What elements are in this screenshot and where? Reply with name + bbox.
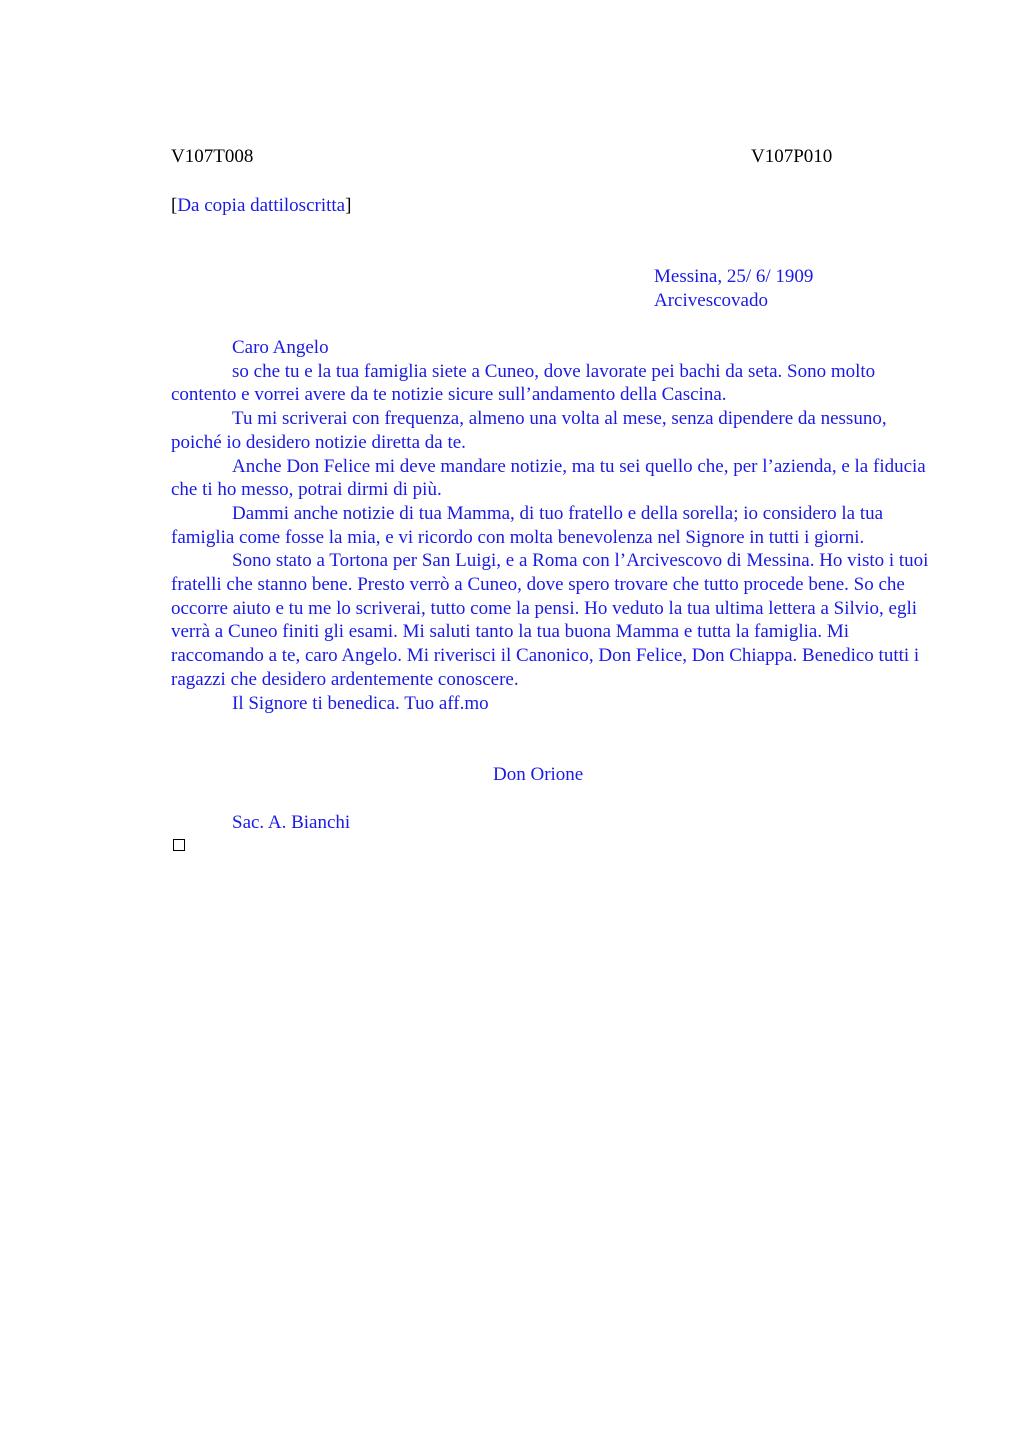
source-note-open-bracket: [ <box>171 195 178 216</box>
letter-paragraph: Anche Don Felice mi deve mandare notizie, ma tu sei quello che, per l’azienda, e la fiducia che ti ho messo, potrai dirmi di più. <box>171 455 926 501</box>
cosigner: Sac. A. Bianchi <box>232 812 351 833</box>
document-code-left: V107T008 <box>171 146 254 167</box>
dateline-place-date: Messina, 25/ 6/ 1909 <box>654 266 814 287</box>
document-code-right: V107P010 <box>751 146 833 167</box>
source-note-text: Da copia dattiloscritta <box>177 195 346 216</box>
letter-paragraph: Tu mi scriverai con frequenza, almeno una volta al mese, senza dipendere da nessuno, poiché io desidero notizie diretta da te. <box>171 408 887 453</box>
letter-paragraph: Dammi anche notizie di tua Mamma, di tuo fratello e della sorella; io considero la tua famiglia come fosse la mia, e vi ricordo con molta benevolenza nel Signore in tutti i giorni. <box>171 502 884 548</box>
letter-paragraph: Il Signore ti benedica. Tuo aff.mo <box>232 692 489 714</box>
signature: Don Orione <box>493 764 584 785</box>
dateline-place: Arcivescovado <box>654 290 768 311</box>
end-of-document-box-icon <box>173 839 185 851</box>
source-note-close-bracket: ] <box>345 195 352 216</box>
source-note <box>171 195 351 217</box>
letter-body <box>171 336 931 715</box>
letter-salutation: Caro Angelo <box>232 337 329 358</box>
letter-paragraph: Sono stato a Tortona per San Luigi, e a Roma con l’Arcivescovo di Messina. Ho visto i tuoi fratelli che stanno bene. Presto verrò a Cuneo, dove spero trovare che tutto procede bene. So che occorre aiuto e tu me lo scriverai, tutto come la pensi. Ho veduto la tua ultima lettera a Silvio, egli verrà a Cuneo finiti gli esami. Mi saluti tanto la tua buona Mamma e tutta la famiglia. Mi raccomando a te, caro Angelo. Mi riverisci il Canonico, Don Felice, Don Chiappa. Benedico tutti i ragazzi che desidero ardentemente conoscere. <box>171 550 929 690</box>
letter-paragraph: so che tu e la tua famiglia siete a Cuneo, dove lavorate pei bachi da seta. Sono molto contento e vorrei avere da te notizie sicure sull’andamento della Cascina. <box>171 360 876 406</box>
